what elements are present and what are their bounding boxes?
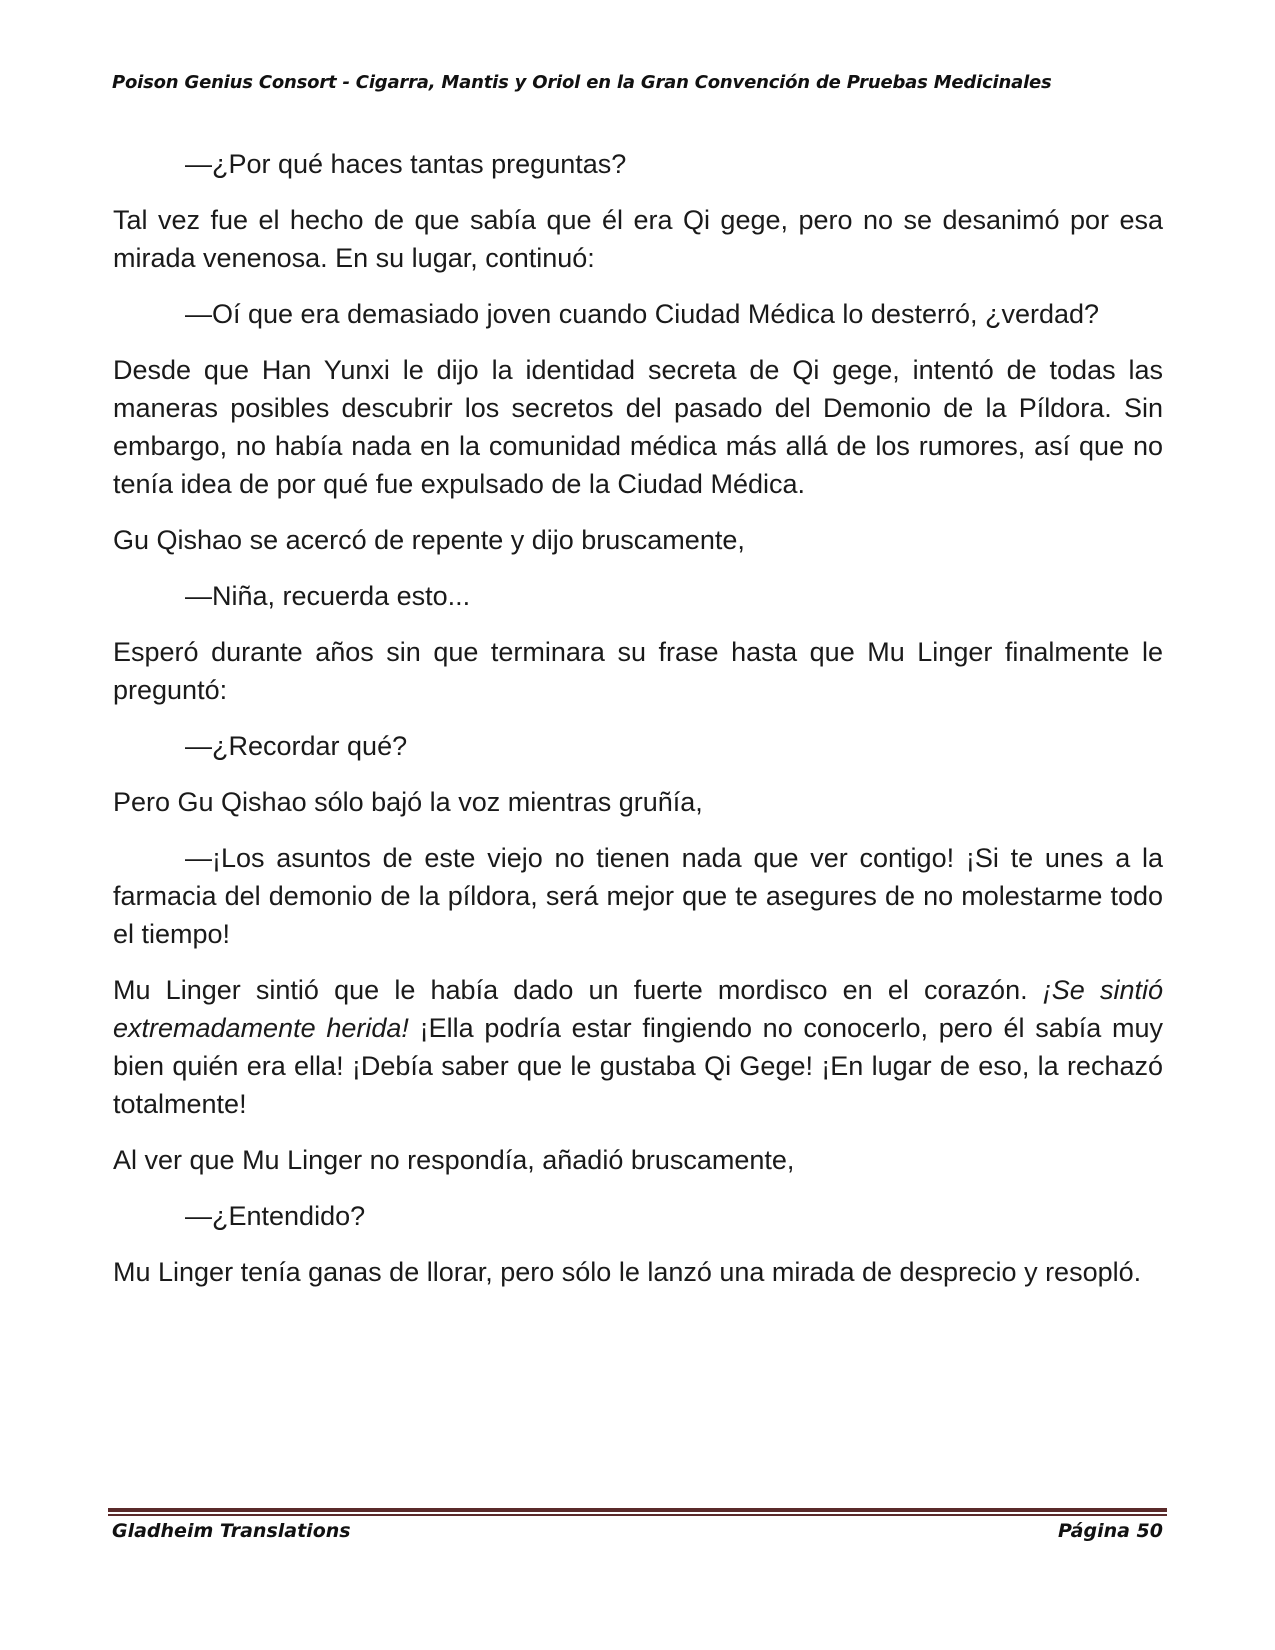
dialog-paragraph: —Niña, recuerda esto... xyxy=(185,581,471,611)
narration-paragraph: Tal vez fue el hecho de que sabía que él era Qi gege, pero no se desanimó por esa mirada venenosa. En su lugar, continuó: xyxy=(113,205,1163,273)
narration-paragraph-with-italic xyxy=(113,971,1163,1123)
narration-paragraph: Al ver que Mu Linger no respondía, añadió bruscamente, xyxy=(113,1145,795,1175)
page-body xyxy=(113,145,1163,1309)
narration-text: Mu Linger sintió que le había dado un fuerte mordisco en el corazón. xyxy=(113,975,1043,1005)
dialog-paragraph: —Oí que era demasiado joven cuando Ciudad Médica lo desterró, ¿verdad? xyxy=(185,299,1100,329)
page-header-title: Poison Genius Consort - Cigarra, Mantis y Oriol en la Gran Convención de Pruebas Medicinales xyxy=(112,72,1052,93)
footer-divider xyxy=(108,1508,1167,1516)
footer-page-number: Página 50 xyxy=(1057,1520,1163,1542)
dialog-paragraph: —¿Entendido? xyxy=(185,1201,366,1231)
dialog-paragraph: —¿Por qué haces tantas preguntas? xyxy=(185,149,627,179)
dialog-paragraph: —¿Recordar qué? xyxy=(185,731,408,761)
narration-text: ¡Ella podría estar fingiendo no conocerlo, pero él sabía muy bien quién era ella! ¡Debía saber que le gustaba Qi Gege! ¡En lugar de eso, la rechazó totalmente! xyxy=(113,1013,1163,1119)
narration-paragraph: Pero Gu Qishao sólo bajó la voz mientras gruñía, xyxy=(113,787,703,817)
narration-paragraph: Gu Qishao se acercó de repente y dijo bruscamente, xyxy=(113,525,745,555)
narration-paragraph: Esperó durante años sin que terminara su frase hasta que Mu Linger finalmente le preguntó: xyxy=(113,637,1163,705)
italic-thought: ¡Se sintió extremadamente herida! xyxy=(113,975,1163,1043)
dialog-paragraph: —¡Los asuntos de este viejo no tienen nada que ver contigo! ¡Si te unes a la farmacia del demonio de la píldora, será mejor que te asegures de no molestarme todo el tiempo! xyxy=(113,843,1163,949)
footer-publisher: Gladheim Translations xyxy=(112,1520,351,1542)
narration-paragraph: Desde que Han Yunxi le dijo la identidad secreta de Qi gege, intentó de todas las maneras posibles descubrir los secretos del pasado del Demonio de la Píldora. Sin embargo, no había nada en la comunidad médica más allá de los rumores, así que no tenía idea de por qué fue expulsado de la Ciudad Médica. xyxy=(113,355,1163,499)
narration-paragraph: Mu Linger tenía ganas de llorar, pero sólo le lanzó una mirada de desprecio y resopló. xyxy=(113,1257,1142,1287)
